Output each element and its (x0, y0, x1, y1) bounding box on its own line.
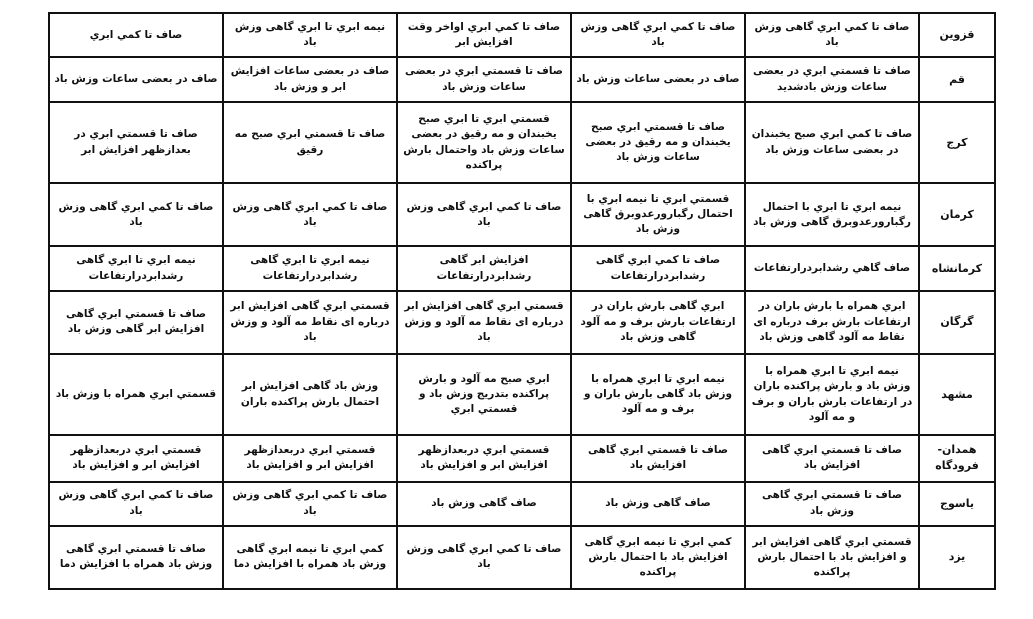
table-row (49, 246, 995, 290)
table-row (49, 183, 995, 246)
forecast-cell-day-2: صاف تا قسمتي ابري گاهی افزايش باد (571, 435, 745, 481)
forecast-cell-day-1: صاف تا قسمتي ابري در بعضی ساعات وزش بادشديد (745, 57, 919, 101)
forecast-cell-day-2: صاف تا كمي ابري گاهی وزش باد (571, 13, 745, 57)
forecast-cell-day-1: قسمتي ابري گاهی افزايش ابر و افزايش باد با احتمال بارش پراكنده (745, 526, 919, 589)
forecast-cell-day-3: قسمتي ابري تا ابري صبح يخبندان و مه رقيق در بعضی ساعات وزش باد واحتمال بارش پراكنده (397, 102, 571, 184)
forecast-cell-day-2: كمي ابري تا نيمه ابري گاهی افزايش باد با احتمال بارش پراكنده (571, 526, 745, 589)
forecast-cell-day-1: صاف تا كمي ابري گاهی وزش باد (745, 13, 919, 57)
forecast-cell-day-5: صاف تا كمي ابري گاهی وزش باد (49, 482, 223, 526)
forecast-cell-day-2: صاف گاهی وزش باد (571, 482, 745, 526)
forecast-cell-day-1: صاف گاهي رشدابردرارتفاعات (745, 246, 919, 290)
table-row (49, 57, 995, 101)
forecast-cell-day-2: صاف در بعضی ساعات وزش باد (571, 57, 745, 101)
city-name: كرمانشاه (919, 246, 995, 290)
forecast-cell-day-4: وزش باد گاهی افزايش ابر احتمال بارش پراكنده باران (223, 354, 397, 436)
forecast-cell-day-4: صاف تا قسمتي ابري صبح مه رقيق (223, 102, 397, 184)
forecast-cell-day-1: نيمه ابري تا ابري با احتمال رگبارورعدوبرق گاهی وزش باد (745, 183, 919, 246)
forecast-cell-day-1: صاف تا قسمتي ابري گاهی افزايش باد (745, 435, 919, 481)
city-name: قم (919, 57, 995, 101)
table-row (49, 482, 995, 526)
table-row (49, 13, 995, 57)
forecast-cell-day-5: صاف تا كمي ابري گاهی وزش باد (49, 183, 223, 246)
forecast-cell-day-3: صاف تا كمي ابري گاهی وزش باد (397, 183, 571, 246)
forecast-cell-day-5: صاف در بعضی ساعات وزش باد (49, 57, 223, 101)
city-name: مشهد (919, 354, 995, 436)
forecast-cell-day-4: نيمه ابري تا ابري گاهی وزش باد (223, 13, 397, 57)
forecast-cell-day-2: ابري گاهی بارش باران در ارتفاعات بارش برف و مه آلود گاهی وزش باد (571, 291, 745, 354)
weather-forecast-table (48, 12, 996, 590)
forecast-cell-day-4: كمي ابري تا نيمه ابري گاهی وزش باد همراه با افزايش دما (223, 526, 397, 589)
forecast-cell-day-1: نيمه ابري تا ابري همراه با وزش باد و بارش پراكنده باران در ارتفاعات بارش باران و برف و مه آلود (745, 354, 919, 436)
city-name: گرگان (919, 291, 995, 354)
city-name: ياسوج (919, 482, 995, 526)
forecast-cell-day-5: صاف تا قسمتي ابري در بعدازظهر افزايش ابر (49, 102, 223, 184)
forecast-cell-day-1: ابري همراه با بارش باران در ارتفاعات بارش برف درباره ای نقاط مه آلود گاهی وزش باد (745, 291, 919, 354)
forecast-cell-day-2: صاف تا كمي ابري گاهی رشدابردرارتفاعات (571, 246, 745, 290)
table-row (49, 435, 995, 481)
forecast-cell-day-4: صاف تا كمي ابري گاهی وزش باد (223, 482, 397, 526)
forecast-cell-day-2: قسمتي ابري تا نيمه ابري با احتمال رگبارورعدوبرق گاهی وزش باد (571, 183, 745, 246)
forecast-cell-day-1: صاف تا قسمتي ابري گاهی وزش باد (745, 482, 919, 526)
forecast-cell-day-4: نيمه ابري تا ابري گاهی رشدابردرارتفاعات (223, 246, 397, 290)
forecast-cell-day-5: قسمتي ابري همراه با وزش باد (49, 354, 223, 436)
forecast-cell-day-5: نيمه ابري تا ابري گاهی رشدابردرارتفاعات (49, 246, 223, 290)
forecast-cell-day-1: صاف تا كمي ابري صبح يخبندان در بعضی ساعات وزش باد (745, 102, 919, 184)
table-row (49, 102, 995, 184)
city-name: قزوين (919, 13, 995, 57)
forecast-cell-day-3: افزايش ابر گاهی رشدابردرارتفاعات (397, 246, 571, 290)
table-row (49, 526, 995, 589)
city-name: كرج (919, 102, 995, 184)
forecast-cell-day-5: قسمتي ابري دربعدازظهر افزايش ابر و افزايش باد (49, 435, 223, 481)
forecast-cell-day-2: صاف تا قسمتي ابري صبح يخبندان و مه رقيق در بعضی ساعات وزش باد (571, 102, 745, 184)
forecast-cell-day-5: صاف تا قسمتي ابري گاهی افزايش ابر گاهی وزش باد (49, 291, 223, 354)
city-name: يزد (919, 526, 995, 589)
forecast-cell-day-5: صاف تا قسمتي ابري گاهی وزش باد همراه با افزايش دما (49, 526, 223, 589)
table-row (49, 354, 995, 436)
forecast-cell-day-3: صاف تا قسمتي ابري در بعضی ساعات وزش باد (397, 57, 571, 101)
forecast-cell-day-2: نيمه ابري تا ابري همراه با وزش باد گاهی بارش باران و برف و مه آلود (571, 354, 745, 436)
forecast-cell-day-3: صاف تا كمي ابري اواخر وقت افزايش ابر (397, 13, 571, 57)
forecast-cell-day-5: صاف تا كمي ابري (49, 13, 223, 57)
forecast-cell-day-3: صاف تا كمي ابري گاهی وزش باد (397, 526, 571, 589)
forecast-cell-day-3: قسمتي ابري گاهی افزايش ابر درباره ای نقاط مه آلود و وزش باد (397, 291, 571, 354)
forecast-cell-day-4: قسمتي ابري گاهی افزايش ابر درباره ای نقاط مه آلود و وزش باد (223, 291, 397, 354)
city-name: كرمان (919, 183, 995, 246)
forecast-cell-day-4: قسمتي ابري دربعدازظهر افزايش ابر و افزايش باد (223, 435, 397, 481)
forecast-cell-day-4: صاف تا كمي ابري گاهی وزش باد (223, 183, 397, 246)
forecast-cell-day-3: قسمتي ابري دربعدازظهر افزايش ابر و افزايش باد (397, 435, 571, 481)
forecast-cell-day-3: ابري صبح مه آلود و بارش پراكنده بتدريج وزش باد و قسمتي ابري (397, 354, 571, 436)
forecast-cell-day-4: صاف در بعضی ساعات افزايش ابر و وزش باد (223, 57, 397, 101)
table-row (49, 291, 995, 354)
forecast-cell-day-3: صاف گاهی وزش باد (397, 482, 571, 526)
city-name: همدان- فرودگاه (919, 435, 995, 481)
